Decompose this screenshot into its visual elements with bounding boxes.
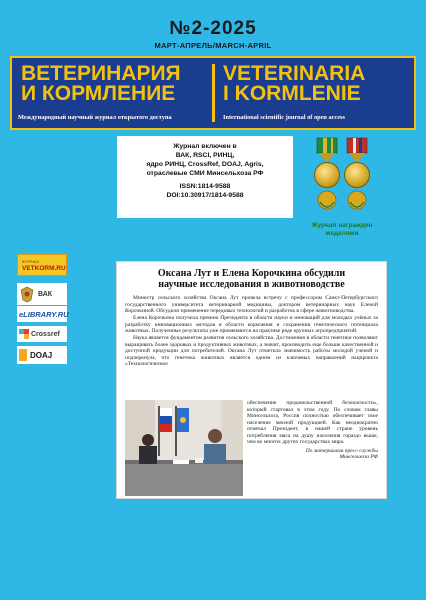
doi: DOI:10.30917/1814-9588 <box>166 192 244 199</box>
medal-right-icon <box>344 162 370 188</box>
vetkorm-small: ЖУРНАЛ <box>22 259 40 264</box>
elibrary-logo[interactable] <box>17 306 67 322</box>
article-title <box>125 268 378 290</box>
article-title-line2: научные исследования в животноводстве <box>158 279 345 290</box>
doaj-logo[interactable] <box>17 346 67 364</box>
article-paragraph: Елена Корочкина получила премию Президента в области науки и инноваций для молодых учёных за разработку инновационных методов в области кормления и сохранения генетического потенциала животных. Полученные результаты уже применяются на практике ряде крупных агропредприятий. <box>125 315 378 334</box>
medals-caption-line2: медалями <box>325 229 359 237</box>
title-en-line2: I KORMLENIE <box>223 82 361 105</box>
vetkorm-text: VETKORM.RU <box>22 265 66 272</box>
index-line: ядро РИНЦ, CrossRef, DOAJ, Agris, <box>146 161 264 168</box>
crossref-icon <box>19 329 29 339</box>
article-title-line1: Оксана Лут и Елена Корочкина обсудили <box>157 268 346 279</box>
signature-line1: По материалам пресс-службы <box>305 447 378 454</box>
index-line: ВАК, RSCI, РИНЦ, <box>175 152 235 159</box>
title-ru <box>21 64 211 104</box>
index-line: отраслевые СМИ Минсельхоза РФ <box>146 170 264 177</box>
vak-logo[interactable] <box>17 283 67 305</box>
vak-text: ВАК <box>38 290 53 298</box>
crossref-text: Crossref <box>31 330 60 338</box>
journal-banner <box>10 56 416 130</box>
emblem-icon <box>19 286 35 303</box>
title-en-line1: VETERINARIA <box>223 62 366 85</box>
doaj-lock-icon <box>19 349 27 361</box>
article-side-text <box>247 400 378 461</box>
title-en <box>223 64 413 104</box>
medals-caption-line1: Журнал награжден <box>311 222 373 229</box>
title-ru-line2: И КОРМЛЕНИЕ <box>21 82 176 105</box>
indexing-info <box>117 136 293 218</box>
medals <box>310 136 374 236</box>
banner-divider <box>212 64 215 122</box>
title-ru-line1: ВЕТЕРИНАРИЯ <box>21 62 181 85</box>
vetkorm-logo[interactable] <box>17 254 67 276</box>
issn: ISSN:1814-9588 <box>179 183 231 190</box>
article-body <box>125 295 378 368</box>
signature-line2: Минсельхоза РФ <box>339 454 378 460</box>
issue-period: МАРТ-АПРЕЛЬ/MARCH-APRIL <box>154 41 272 50</box>
index-line: Журнал включен в <box>173 143 237 150</box>
crossref-logo[interactable] <box>17 326 67 342</box>
article-signature <box>247 448 378 461</box>
issue-number: №2-2025 <box>169 18 257 39</box>
subtitle-ru: Международный научный журнал открытого доступа <box>18 114 172 121</box>
medals-caption <box>310 222 374 237</box>
meeting-photo-icon <box>125 400 243 496</box>
meeting-photo <box>125 400 243 496</box>
doaj-text: DOAJ <box>30 350 53 360</box>
medal-left-icon <box>314 162 340 188</box>
news-article <box>116 261 387 499</box>
subtitle-en: International scientific journal of open access <box>223 114 345 121</box>
article-paragraph: Наука является фундаментом развития сельского хозяйства. Достижения в области генетики позволяют выращивать более здоровых и продуктивных животных, а значит, производить еще больше качественной и доступной продукции для потребителей. Оксана Лут отметила значимость работы молодой ученой и подчеркнула, что генетика животных является одним из ключевых направлений нацпроекта «Технологическое <box>125 335 378 367</box>
article-paragraph: Министр сельского хозяйства Оксана Лут провела встречу с профессором Санкт-Петербургского государственного университета ветеринарной медицины, доктором ветеринарных наук Еленой Корочкиной. Обсудили применение передовых технологий и разработок в сфере животноводства. <box>125 295 378 314</box>
elibrary-text: eLIBRARY.RU <box>19 309 69 319</box>
laurel-icon <box>310 188 374 218</box>
article-continuation: обеспечение продовольственной безопасности», который стартовал в этом году. По словам главы Минсельхоза, Россия полностью обеспечивает свое население мясной продукцией. Как неоднократно отмечал Президент, в нашей стране уровень потребления мяса на душу населения гораздо выше, чем во многих других государствах мира. <box>247 400 378 445</box>
